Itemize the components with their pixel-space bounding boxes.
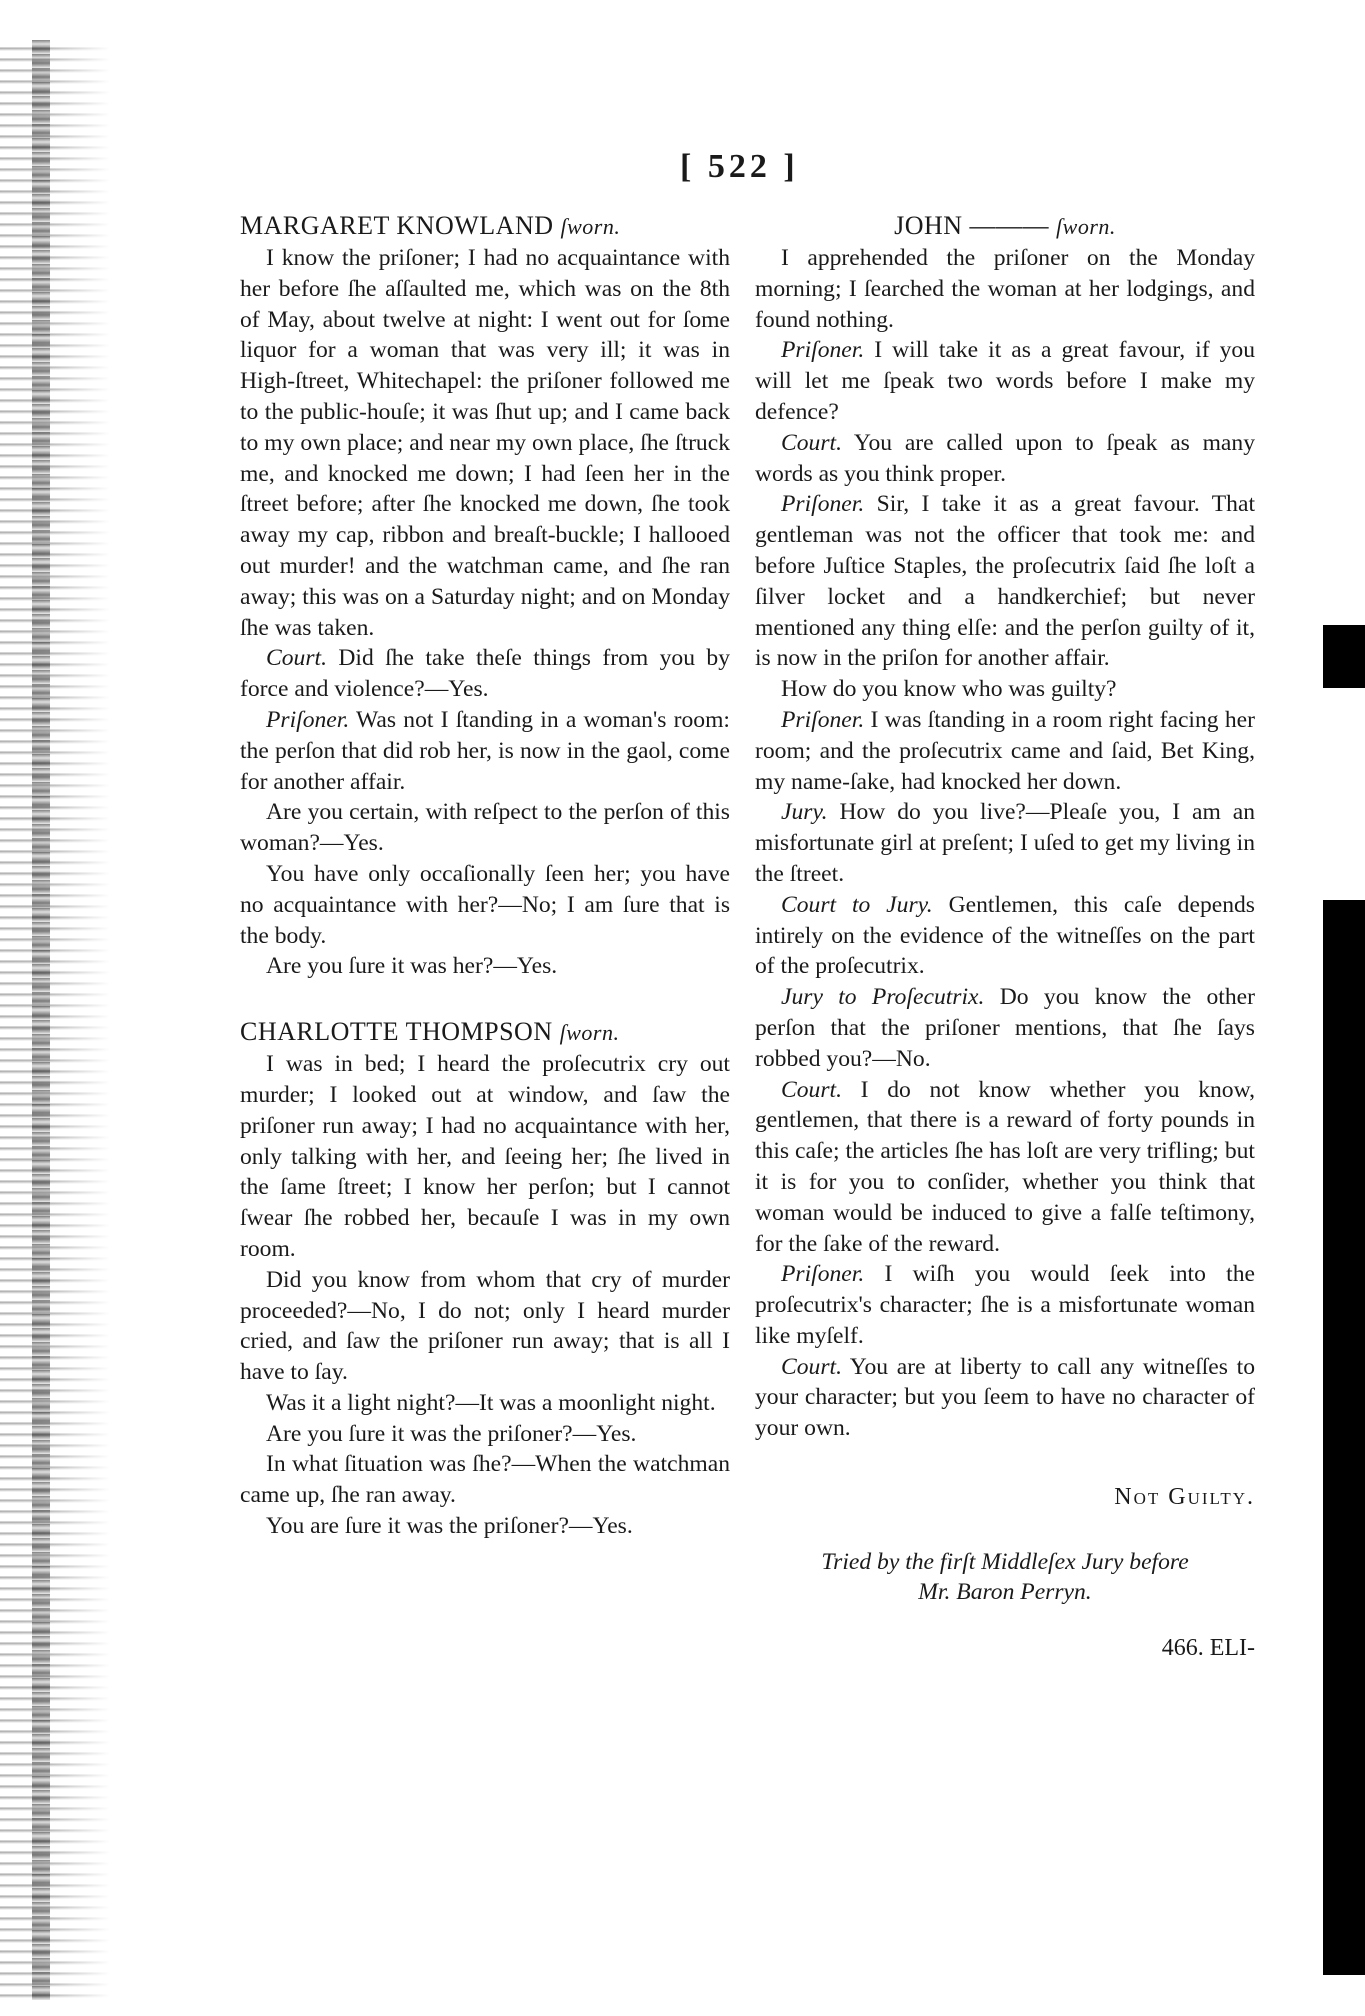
witness-name: MARGARET KNOWLAND [240, 211, 554, 240]
exchange-paragraph [240, 643, 730, 705]
exchange-paragraph [755, 1352, 1255, 1444]
speaker-label: Priſoner. [781, 706, 865, 733]
speaker-label: Court. [781, 1353, 842, 1380]
testimony-paragraph: In what ſituation was ſhe?—When the watchman came up, ſhe ran away. [240, 1451, 730, 1509]
exchange-text: Did ſhe take theſe things from you by force and violence?—Yes. [240, 645, 730, 703]
exchange-paragraph [755, 982, 1255, 1074]
exchange-text: I wiſh you would ſeek into the proſecutrix's character; ſhe is a misfortunate woman like myſelf. [755, 1261, 1255, 1349]
exchange-paragraph [755, 428, 1255, 490]
testimony-paragraph: Did you know from whom that cry of murder proceeded?—No, I do not; only I heard murder cried, and ſaw the priſoner run away; that is all I have to ſay. [240, 1266, 730, 1386]
exchange-text: I was ſtanding in a room right facing her room; and the proſecutrix came and ſaid, Bet King, my name-ſake, had knocked her down. [755, 706, 1255, 795]
catchword: 466. ELI- [1161, 1634, 1255, 1661]
sworn-label: ſworn. [1056, 214, 1116, 239]
speaker-label: Priſoner. [266, 706, 350, 733]
exchange-paragraph: You have only occaſionally ſeen her; you have no acquaintance with her?—No; I am ſure that is the body. [240, 860, 730, 949]
exchange-paragraph: How do you know who was guilty? [781, 676, 1117, 703]
speaker-label: Jury. [781, 799, 828, 826]
page-number: [ 522 ] [680, 148, 799, 185]
page-edge-tab-marker [1323, 625, 1365, 688]
witness-heading-john [755, 210, 1255, 243]
exchange-paragraph [755, 1259, 1255, 1351]
sworn-label: ſworn. [559, 1020, 620, 1046]
speaker-label: Court. [781, 1076, 842, 1103]
verdict-text: Not Guilty. [1114, 1484, 1255, 1511]
right-column [755, 210, 1255, 1664]
exchange-text: I do not know whether you know, gentlemen, that there is a reward of forty pounds in this caſe; the articles ſhe has loſt are very trifling; but it is for you to conſider, whether you think that woman would be induced to give a falſe teſtimony, for the ſake of the reward. [755, 1076, 1256, 1257]
speaker-label: Court. [266, 645, 327, 672]
exchange-paragraph: Are you certain, with reſpect to the perſon of this woman?—Yes. [240, 799, 730, 857]
exchange-text: Sir, I take it as a great favour. That gentleman was not the officer that took me: and before Juſtice Staples, the proſecutrix ſaid ſhe loſt a ſilver locket and a handkerchief; but never mentioned any thing elſe: and the perſon guilty of it, is now in the priſon for another affair. [755, 491, 1255, 672]
testimony-paragraph: I was in bed; I heard the proſecutrix cry out murder; I looked out at window, and ſaw the priſoner run away; I had no acquaintance with her, only talking with her, and ſeeing her; ſhe lived in the ſame ſtreet; I know her perſon; but I cannot ſwear ſhe robbed her, becauſe I was in my own room. [240, 1051, 730, 1262]
speaker-label: Court to Jury. [781, 891, 933, 918]
sworn-label: ſworn. [560, 214, 621, 239]
exchange-paragraph [755, 1075, 1255, 1260]
exchange-paragraph [755, 890, 1255, 982]
exchange-text: How do you live?—Pleaſe you, I am an misfortunate girl at preſent; I uſed to get my living in the ſtreet. [755, 799, 1256, 887]
trial-note-line: Mr. Baron Perryn. [918, 1578, 1092, 1605]
witness-name: JOHN ——— [894, 211, 1050, 240]
speaker-label: Priſoner. [781, 337, 865, 364]
exchange-paragraph [755, 335, 1255, 427]
exchange-paragraph [240, 705, 730, 797]
exchange-paragraph [755, 705, 1255, 797]
testimony-paragraph: You are ſure it was the priſoner?—Yes. [266, 1513, 633, 1540]
trial-note-line: Tried by the firſt Middleſex Jury before [821, 1548, 1189, 1575]
witness-heading-thompson [240, 1016, 730, 1049]
witness-name: CHARLOTTE THOMPSON [240, 1017, 553, 1047]
page-binding-edge [0, 40, 110, 2000]
exchange-text: Gentlemen, this caſe depends intirely on the evidence of the witneſſes on the part of the proſecutrix. [755, 891, 1255, 980]
speaker-label: Jury to Proſecutrix. [781, 984, 985, 1011]
exchange-paragraph: Are you ſure it was her?—Yes. [266, 953, 558, 980]
witness-heading-knowland [240, 210, 730, 243]
left-column [240, 210, 730, 1542]
exchange-text: You are at liberty to call any witneſſes to your character; but you ſeem to have no character of your own. [755, 1353, 1255, 1442]
exchange-paragraph [755, 797, 1255, 889]
exchange-text: You are called upon to ſpeak as many words as you think proper. [755, 429, 1255, 487]
page-edge-tab-marker-lower [1323, 900, 1365, 1975]
testimony-paragraph: I know the priſoner; I had no acquaintance with her before ſhe aſſaulted me, which was on the 8th of May, about twelve at night: I went out for ſome liquor for a woman that was very ill; it was in High-ſtreet, Whitechapel: the priſoner followed me to the public-houſe; it was ſhut up; and I came back to my own place; and near my own place, ſhe ſtruck me, and knocked me down; I had ſeen her in the ſtreet before; after ſhe knocked me down, ſhe took away my cap, ribbon and breaſt-buckle; I hallooed out murder! and the watchman came, and ſhe ran away; this was on a Saturday night; and on Monday ſhe was taken. [240, 245, 730, 641]
testimony-paragraph: Was it a light night?—It was a moonlight night. [266, 1389, 716, 1416]
exchange-paragraph [755, 489, 1255, 674]
exchange-text: Do you know the other perſon that the priſoner mentions, that ſhe ſays robbed you?—No. [755, 984, 1255, 1072]
speaker-label: Court. [781, 429, 842, 456]
testimony-paragraph: Are you ſure it was the priſoner?—Yes. [266, 1420, 637, 1447]
testimony-paragraph: I apprehended the priſoner on the Monday morning; I ſearched the woman at her lodgings, and found nothing. [755, 245, 1255, 333]
speaker-label: Priſoner. [781, 1261, 865, 1288]
trial-note [755, 1547, 1255, 1607]
speaker-label: Priſoner. [781, 491, 865, 518]
exchange-text: Was not I ſtanding in a woman's room: the perſon that did rob her, is now in the gaol, come for another affair. [240, 706, 730, 795]
verdict [755, 1482, 1255, 1513]
exchange-text: I will take it as a great favour, if you will let me ſpeak two words before I make my defence? [755, 337, 1255, 425]
